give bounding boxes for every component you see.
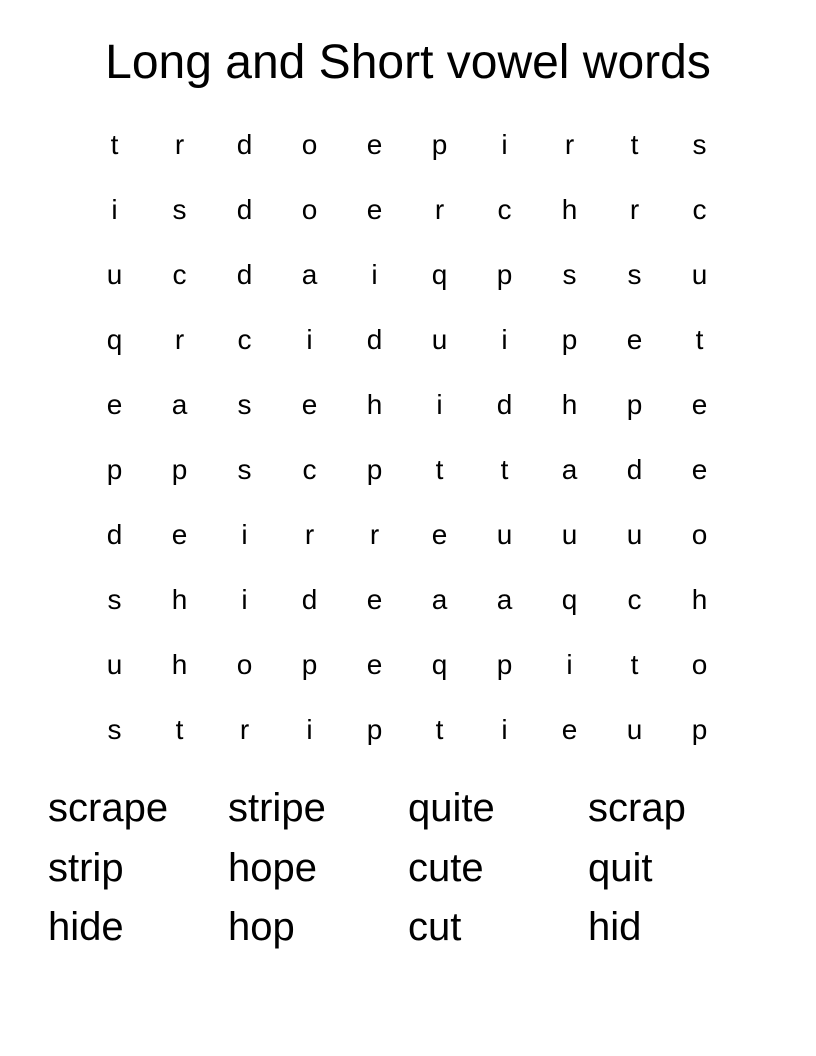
grid-letter: t bbox=[110, 128, 119, 160]
grid-letter: a bbox=[496, 583, 513, 615]
grid-letter: s bbox=[627, 258, 642, 290]
grid-letter: s bbox=[107, 713, 122, 745]
grid-letter: e bbox=[366, 583, 383, 615]
grid-letter: p bbox=[496, 648, 513, 680]
word-bank-item: hope bbox=[228, 845, 317, 890]
grid-letter: r bbox=[434, 193, 445, 225]
grid-letter: c bbox=[692, 193, 707, 225]
grid-letter: i bbox=[241, 518, 248, 550]
grid-letter: i bbox=[111, 193, 118, 225]
grid-letter: c bbox=[237, 323, 252, 355]
word-bank-item: quite bbox=[408, 786, 495, 830]
page-title: Long and Short vowel words bbox=[105, 36, 711, 89]
grid-letter: r bbox=[564, 128, 575, 160]
grid-letter: i bbox=[306, 713, 313, 745]
word-bank bbox=[48, 779, 768, 958]
grid-letter: s bbox=[172, 193, 187, 225]
grid-letter: a bbox=[171, 388, 188, 420]
grid-letter: h bbox=[691, 583, 708, 615]
grid-letter: s bbox=[237, 388, 252, 420]
word-bank-item: scrap bbox=[588, 786, 686, 830]
grid-letter: t bbox=[175, 713, 184, 745]
grid-letter: d bbox=[236, 193, 253, 225]
word-bank-item: scrape bbox=[48, 786, 169, 830]
grid-letter: h bbox=[171, 583, 188, 615]
grid-letter: p bbox=[496, 258, 513, 290]
grid-letter: o bbox=[691, 648, 708, 680]
grid-letter: u bbox=[106, 258, 123, 290]
grid-letter: c bbox=[172, 258, 187, 290]
grid-letter: h bbox=[561, 388, 578, 420]
grid-letter: i bbox=[501, 713, 508, 745]
grid-letter: q bbox=[561, 583, 578, 615]
grid-letter: q bbox=[431, 258, 448, 290]
grid-letter: d bbox=[366, 323, 383, 355]
grid-letter: r bbox=[239, 713, 250, 745]
grid-letter: e bbox=[106, 388, 123, 420]
grid-letter: e bbox=[691, 388, 708, 420]
grid-letter: a bbox=[431, 583, 448, 615]
letter-grid bbox=[82, 112, 732, 762]
grid-letter: h bbox=[366, 388, 383, 420]
grid-letter: i bbox=[241, 583, 248, 615]
grid-letter: h bbox=[171, 648, 188, 680]
grid-letter: i bbox=[501, 323, 508, 355]
grid-letter: u bbox=[626, 713, 643, 745]
grid-letter: e bbox=[366, 128, 383, 160]
grid-letter: u bbox=[106, 648, 123, 680]
grid-letter: p bbox=[561, 323, 578, 355]
word-bank-item: stripe bbox=[228, 786, 326, 830]
grid-letter: d bbox=[236, 258, 253, 290]
word-bank-item: cute bbox=[408, 845, 484, 890]
word-bank-item: hid bbox=[588, 905, 642, 949]
grid-letter: e bbox=[171, 518, 188, 550]
grid-letter: s bbox=[692, 128, 707, 160]
grid-letter: u bbox=[626, 518, 643, 550]
word-bank-item: cut bbox=[408, 905, 462, 949]
grid-letter: d bbox=[236, 128, 253, 160]
grid-letter: e bbox=[366, 193, 383, 225]
word-bank-item: strip bbox=[48, 845, 124, 890]
grid-letter: t bbox=[435, 713, 444, 745]
grid-letter: r bbox=[629, 193, 640, 225]
grid-letter: q bbox=[431, 648, 448, 680]
grid-letter: o bbox=[301, 193, 318, 225]
grid-letter: q bbox=[106, 323, 123, 355]
grid-letter: t bbox=[630, 648, 639, 680]
grid-letter: c bbox=[627, 583, 642, 615]
grid-letter: r bbox=[174, 323, 185, 355]
grid-letter: t bbox=[695, 323, 704, 355]
grid-letter: e bbox=[366, 648, 383, 680]
grid-letter: c bbox=[302, 453, 317, 485]
grid-letter: o bbox=[301, 128, 318, 160]
grid-letter: e bbox=[431, 518, 448, 550]
grid-letter: c bbox=[497, 193, 512, 225]
grid-letter: d bbox=[301, 583, 318, 615]
grid-letter: p bbox=[626, 388, 643, 420]
grid-letter: p bbox=[106, 453, 123, 485]
grid-letter: a bbox=[561, 453, 578, 485]
grid-letter: s bbox=[562, 258, 577, 290]
grid-letter: i bbox=[566, 648, 573, 680]
grid-letter: u bbox=[691, 258, 708, 290]
grid-letter: e bbox=[691, 453, 708, 485]
grid-letter: a bbox=[301, 258, 318, 290]
grid-letter: i bbox=[501, 128, 508, 160]
grid-letter: r bbox=[174, 128, 185, 160]
grid-letter: i bbox=[371, 258, 378, 290]
grid-letter: e bbox=[561, 713, 578, 745]
word-bank-item: hide bbox=[48, 905, 124, 949]
grid-letter: s bbox=[237, 453, 252, 485]
grid-letter: t bbox=[500, 453, 509, 485]
grid-letter: e bbox=[626, 323, 643, 355]
grid-letter: i bbox=[306, 323, 313, 355]
grid-letter: p bbox=[366, 453, 383, 485]
grid-letter: o bbox=[236, 648, 253, 680]
grid-letter: p bbox=[171, 453, 188, 485]
grid-letter: h bbox=[561, 193, 578, 225]
grid-letter: d bbox=[626, 453, 643, 485]
grid-letter: d bbox=[496, 388, 513, 420]
grid-letter: u bbox=[561, 518, 578, 550]
grid-letter: o bbox=[691, 518, 708, 550]
grid-letter: t bbox=[630, 128, 639, 160]
grid-letter: t bbox=[435, 453, 444, 485]
grid-letter: i bbox=[436, 388, 443, 420]
grid-letter: p bbox=[431, 128, 448, 160]
grid-letter: r bbox=[304, 518, 315, 550]
grid-letter: p bbox=[366, 713, 383, 745]
grid-letter: e bbox=[301, 388, 318, 420]
word-bank-item: hop bbox=[228, 905, 295, 949]
grid-letter: r bbox=[369, 518, 380, 550]
word-bank-item: quit bbox=[588, 845, 653, 890]
grid-letter: p bbox=[301, 648, 318, 680]
grid-letter: u bbox=[496, 518, 513, 550]
grid-letter: p bbox=[691, 713, 708, 745]
grid-letter: s bbox=[107, 583, 122, 615]
grid-letter: d bbox=[106, 518, 123, 550]
grid-letter: u bbox=[431, 323, 448, 355]
